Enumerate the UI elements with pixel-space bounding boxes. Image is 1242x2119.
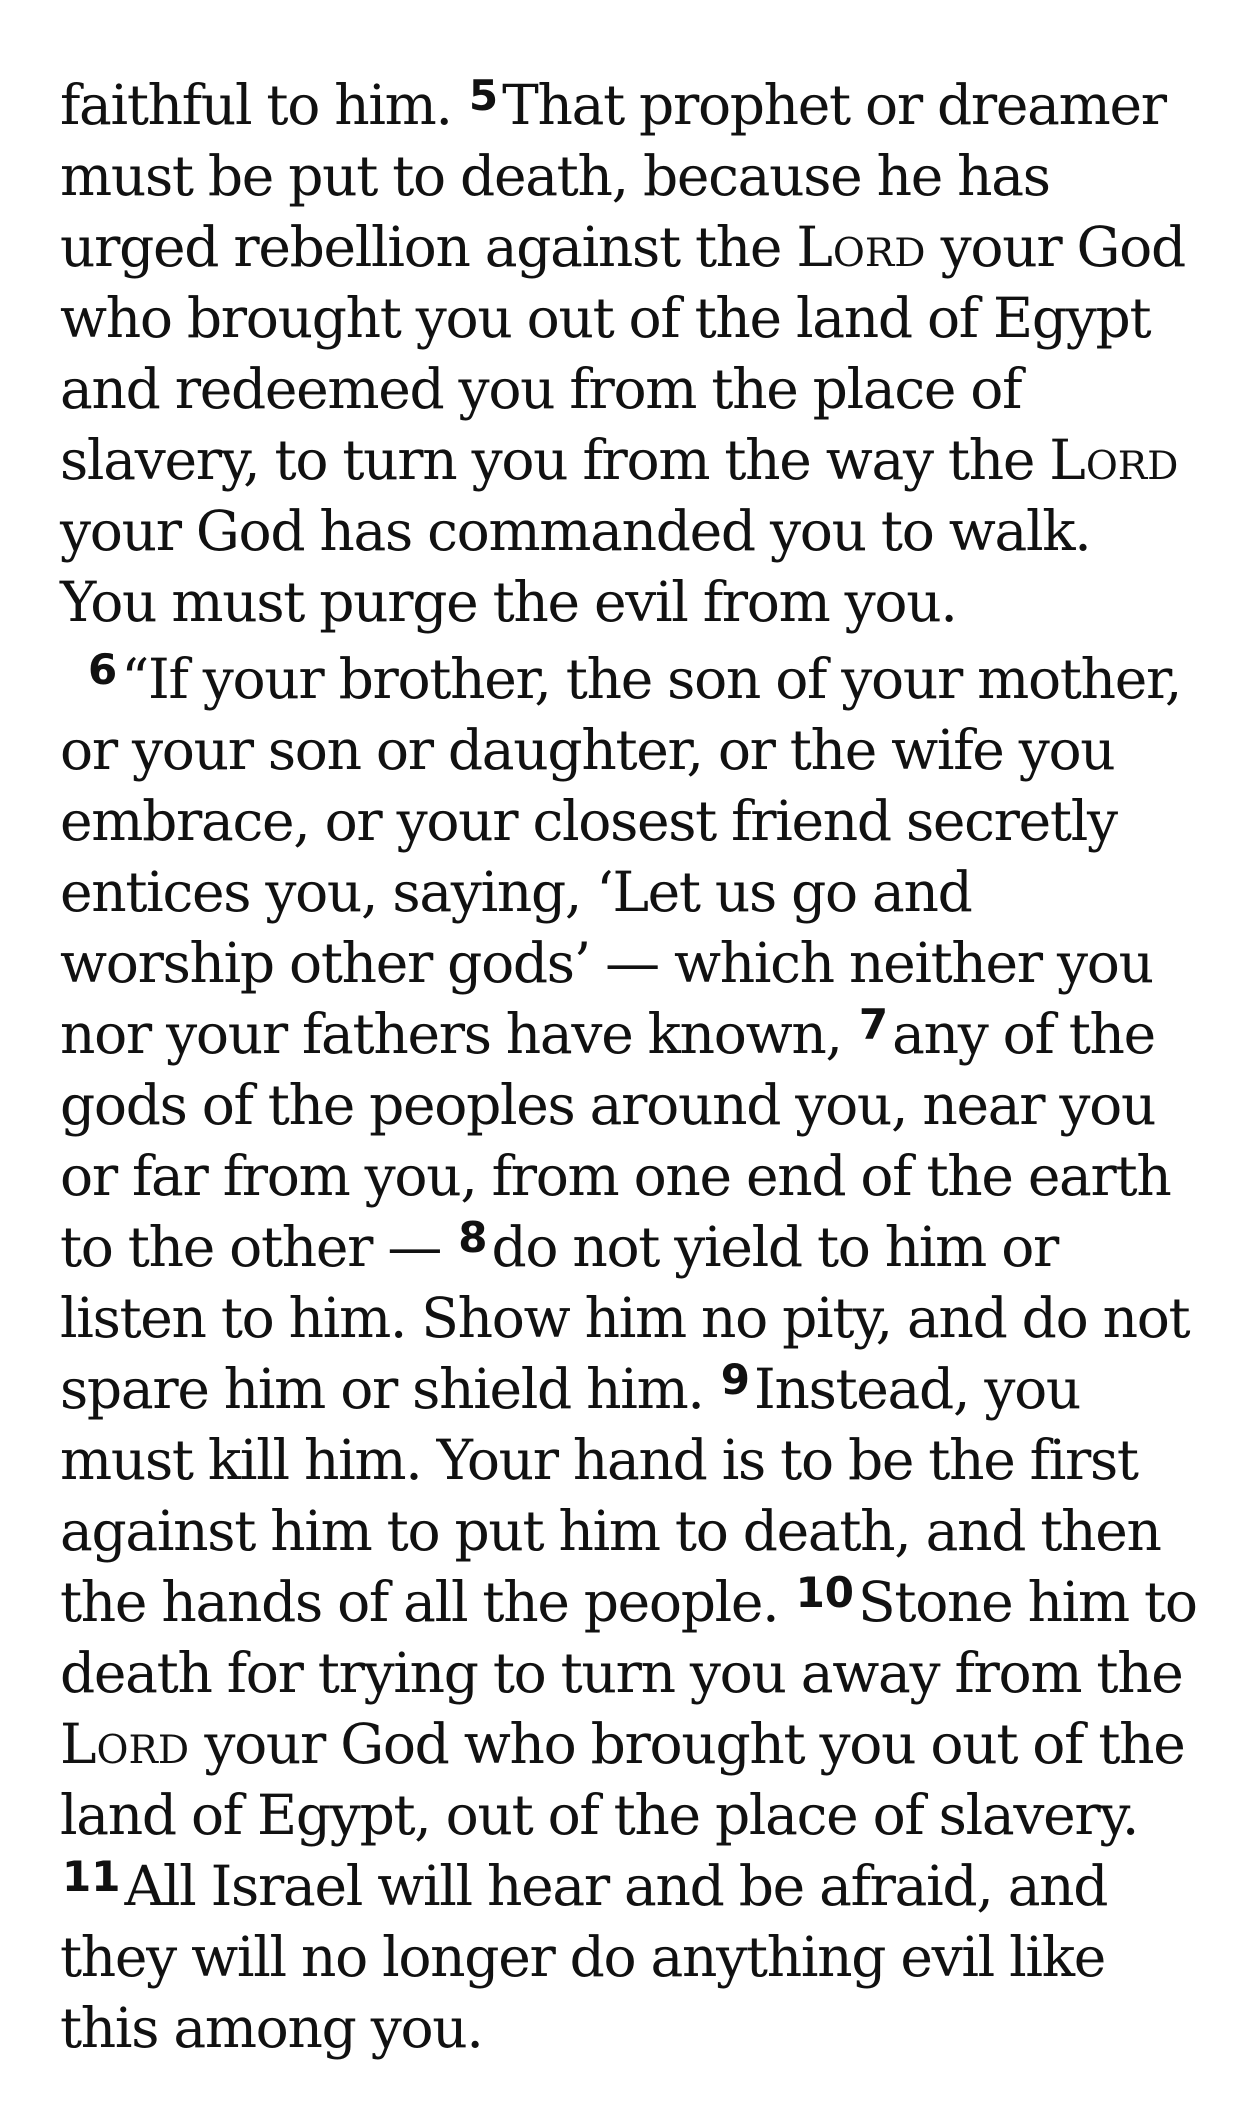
verse-text: Stone him to death for trying to turn you away from the — [60, 1570, 1197, 1705]
divine-name: Lord — [796, 215, 926, 279]
verse-number: 11 — [62, 1852, 121, 1901]
verse-text: That prophet or dreamer must be put to death, because he has urged rebellion against the — [60, 73, 1166, 279]
verse-text: All Israel will hear and be afraid, and they will no longer do anything evil like this among you. — [60, 1854, 1108, 2060]
verse-text: your God who brought you out of the land of Egypt, out of the place of slavery. — [60, 1712, 1185, 1847]
verse-number: 7 — [858, 1000, 889, 1049]
paragraph-verse-4-5 — [60, 70, 1200, 638]
verse-number: 10 — [795, 1568, 855, 1617]
verse-text: “If your brother, the son of your mother, or your son or daughter, or the wife you embrace, or your closest friend secretly entices you, saying, ‘Let us go and worship other gods’ — which neither you nor your fathers have known, — [60, 647, 1182, 1066]
verse-text: Instead, you must kill him. Your hand is to be the first against him to put him to death, and then the hands of all the people. — [60, 1357, 1161, 1634]
scripture-page — [60, 70, 1200, 2064]
verse-number: 8 — [458, 1213, 488, 1262]
verse-number: 6 — [88, 645, 118, 694]
verse-text: any of the gods of the peoples around you, near you or far from you, from one end of the earth to the other — — [60, 1002, 1171, 1279]
divine-name: Lord — [60, 1712, 190, 1776]
verse-text: your God has commanded you to walk. You must purge the evil from you. — [60, 499, 1091, 634]
paragraph-verse-6-11 — [60, 644, 1200, 2064]
verse-number: 9 — [720, 1355, 751, 1404]
verse-text: your God who brought you out of the land of Egypt and redeemed you from the place of slavery, to turn you from the way the — [60, 215, 1185, 492]
verse-text: faithful to him. — [60, 73, 467, 137]
verse-number: 5 — [468, 71, 499, 120]
verse-text: do not yield to him or listen to him. Show him no pity, and do not spare him or shield him. — [60, 1215, 1190, 1421]
divine-name: Lord — [1049, 428, 1179, 492]
